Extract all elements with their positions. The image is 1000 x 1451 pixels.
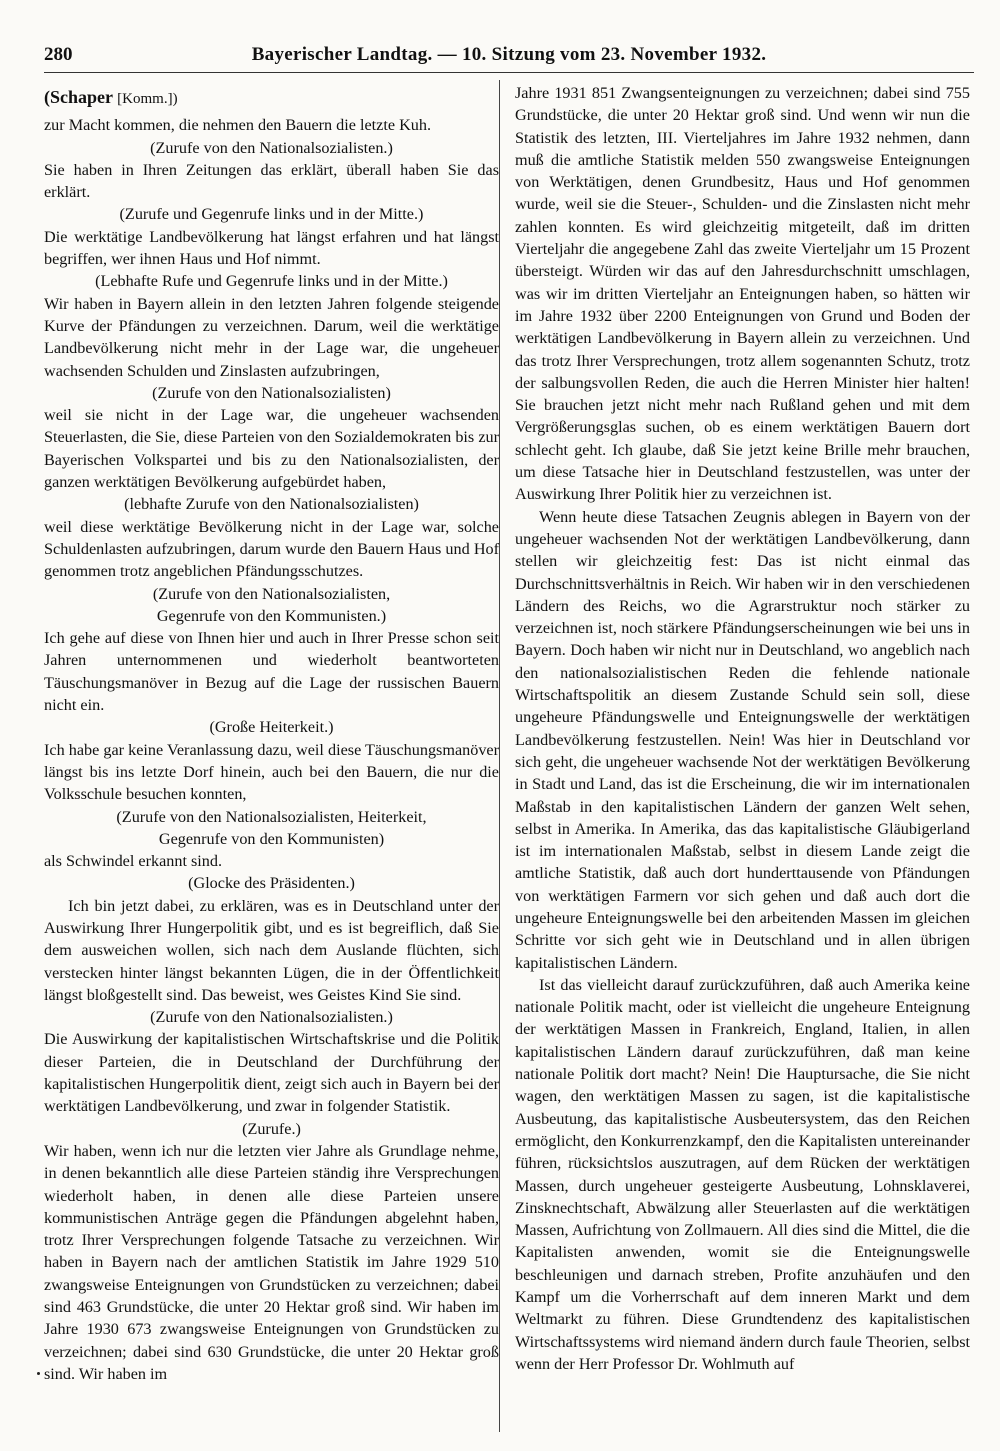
paragraph: Jahre 1931 851 Zwangsenteignungen zu verzeichnen; dabei sind 755 Grundstücke, die unter 20 Hektar groß sind. Und wenn wir nun die Statistik des letzten, III. Vierteljahres im Jahre 1932 nehmen, dann muß die amtliche Statistik melden 550 zwangsweise Enteignungen von Werktätigen, denen Grundbesitz, Haus und Hof genommen wurde, weil sie die Steuer-, Schulden- und die Zinslasten nicht mehr zahlen konnten. Es wird gleichzeitig mitgeteilt, daß im dritten Vierteljahr die angegebene Zahl das zweite Vierteljahr um 15 Prozent übersteigt. Würden wir das auf den Jahresdurchschnitt umschlagen, was wir im dritten Vierteljahr an Enteignungen haben, so hätten wir im Jahre 1932 über 2200 Enteignungen von Grund und Boden der werktätigen Landbevölkerung in Bayern allein zu verzeichnen. Und das trotz Ihrer Versprechungen, trotz allem sogenannten Schutz, trotz der salbungsvollen Reden, die auch die Herren Minister hier halten! Sie brauchen jetzt nicht mehr nach Rußland gehen und mit dem Vergrößerungsglas suchen, ob es einem werktätigen Bauern dort schlecht geht. Ich glaube, daß Sie jetzt keine Brille mehr brauchen, um diese Tatsache hier in Deutschland festzustellen, was unter der Auswirkung Ihrer Politik hier zu verzeichnen ist. [515,84,970,504]
paragraph: weil sie nicht in der Lage war, die ungeheuer wachsenden Steuerlasten, die Sie, diese Parteien von den Sozialdemokraten bis zur Bayerischen Volkspartei und bis zu den Nationalsozialisten, der ganzen werktätigen Bevölkerung aufgebürdet haben, [44,406,499,492]
print-speck [37,1372,40,1375]
interjection: (Zurufe von den Nationalsozialisten, [152,584,391,603]
paragraph: als Schwindel erkannt sind. [44,852,223,871]
paragraph: weil diese werktätige Bevölkerung nicht in der Lage war, solche Schuldenlasten aufzubringen, darum wurde den Bauern Haus und Hof genommen trotz angeblichen Pfändungsschutzes. [44,517,499,581]
interjection: (Zurufe von den Nationalsozialisten) [152,383,391,402]
interjection: (Zurufe von den Nationalsozialisten.) [150,1008,393,1027]
paragraph: Wir haben in Bayern allein in den letzten Jahren folgende steigende Kurve der Pfändungen zu verzeichnen. Darum, weil die werktätige Landbevölkerung nicht mehr in der Lage war, die ungeheuer wachsenden Schulden und Zinslasten aufzubringen, [44,294,499,380]
interjection: (Zurufe.) [242,1119,301,1138]
paragraph: Die Auswirkung der kapitalistischen Wirtschaftskrise und die Politik dieser Parteien, die in Deutschland der Durchführung der kapitalistischen Hungerpolitik dient, zeigt sich auch in Bayern bei der werktätigen Landbevölkerung, und zwar in folgender Statistik. [44,1030,499,1116]
speaker-name: (Schaper [44,87,113,107]
interjection: (Große Heiterkeit.) [209,718,334,737]
paragraph: Die werktätige Landbevölkerung hat längst erfahren und hat längst begriffen, wer ihnen Haus und Hof nimmt. [44,227,499,269]
paragraph: Ich bin jetzt dabei, zu erklären, was es in Deutschland unter der Auswirkung Ihrer Hungerpolitik gibt, und es ist begreiflich, daß Sie dem ausweichen wollen, sich nach dem Auslande flüchten, sich verstecken hinter längst bekannten Lügen, die in der Öffentlichkeit längst bloßgestellt sind. Das beweist, wes Geistes Kind Sie sind. [44,896,499,1004]
interjection: (Zurufe und Gegenrufe links und in der Mitte.) [119,205,424,224]
interjection: Gegenrufe von den Kommunisten) [158,829,385,848]
interjection: Gegenrufe von den Kommunisten.) [156,606,387,625]
speaker-party: [Komm.]) [117,91,178,107]
page-number: 280 [44,44,73,65]
paragraph: Ich gehe auf diese von Ihnen hier und auch in Ihrer Presse schon seit Jahren unternommenen und wiederholt beantworteten Täuschungsmanöver in Bezug auf die Lage der russischen Bauern nicht ein. [44,629,499,715]
paragraph: Ich habe gar keine Veranlassung dazu, weil diese Täuschungsmanöver längst bis ins letzte Dorf hinein, auch bei den Bauern, die nur die Volksschule besuchen konnten, [44,740,499,804]
column-divider [499,80,500,1432]
interjection: (Glocke des Präsidenten.) [188,874,355,893]
paragraph: Sie haben in Ihren Zeitungen das erklärt, überall haben Sie das erklärt. [44,160,499,202]
interjection: (lebhafte Zurufe von den Nationalsozialisten) [124,495,419,514]
paragraph: Ist das vielleicht darauf zurückzuführen, daß auch Amerika keine nationale Politik macht, oder ist vielleicht die ungeheure Enteignung der werktätigen Massen in Frankreich, England, Italien, in allen kapitalistischen Ländern darauf zurückzuführen, daß man keine nationale Politik dort macht? Nein! Die Hauptursache, die Sie nicht wagen, den werktätigen Massen zu sagen, ist die kapitalistische Ausbeutung, das kapitalistische Ausbeutersystem, das den Reichen ermöglicht, den Konkurrenzkampf, den die Kapitalisten untereinander führen, rücksichtslos auszutragen, auf dem Rücken der werktätigen Massen, durch ungeheuer gesteigerte Ausbeutung, Lohnsklaverei, Zinsknechtschaft, Abwälzung aller Steuerlasten auf die werktätigen Massen, Aufrichtung von Zollmauern. All dies sind die Mittel, die die Kapitalisten anwenden, womit sie die Enteignungswelle beschleunigen und darnach streben, Profite anzuhäufen und den Kampf um die Vorherrschaft auf dem inneren Markt und dem Weltmarkt zu führen. Diese Grundtendenz des kapitalistischen Wirtschaftssystems wird niemand ändern durch faule Theorien, selbst wenn der Herr Professor Dr. Wohlmuth auf [515,975,970,1373]
page-header [44,44,974,72]
speaker-label [44,86,499,110]
interjection: (Lebhafte Rufe und Gegenrufe links und in der Mitte.) [95,272,448,291]
paragraph: Wir haben, wenn ich nur die letzten vier Jahre als Grundlage nehme, in denen bekanntlich alle diese Parteien ständig ihre Versprechungen wiederholt haben, in denen alle diese Parteien unsere kommunistischen Anträge gegen die Pfändungen abgelehnt haben, trotz Ihrer Versprechungen folgende Tatsache zu verzeichnen. Wir haben in Bayern nach der amtlichen Statistik im Jahre 1929 510 zwangsweise Enteignungen von Grundstücken zu verzeichnen; dabei sind 463 Grundstücke, die unter 20 Hektar groß sind. Wir haben im Jahre 1930 673 zwangsweise Enteignungen von Grundstücken zu verzeichnen; dabei sind 630 Grundstücke, die unter 20 Hektar groß sind. Wir haben im [44,1141,499,1383]
header-rule [44,72,974,73]
paragraph: zur Macht kommen, die nehmen den Bauern die letzte Kuh. [44,116,432,135]
paragraph: Wenn heute diese Tatsachen Zeugnis ablegen in Bayern von der ungeheuer wachsenden Not der werktätigen Landbevölkerung, dann stellen wir gleichzeitig fest: Das ist nicht einmal das Durchschnittsverhältnis in Reich. Wir haben wir in den verschiedenen Ländern des Reichs, wo die Agrarstruktur noch stärker zu verzeichnen ist, noch stärkere Pfändungserscheinungen wie bei uns in Bayern. Doch haben wir nicht nur in Deutschland, wo angeblich nach den nationalsozialistischen Reden die fehlende nationale Wirtschaftspolitik an diesem Zustande Schuld sein soll, diese ungeheure Pfändungswelle und Enteignungswelle der werktätigen Landbevölkerung festzustellen. Nein! Was hier in Deutschland vor sich geht, die ungeheuer wachsende Not der werktätigen Bevölkerung in Stadt und Land, das ist die Erscheinung, die wir im internationalen Maßstab in den kapitalistischen Ländern der ganzen Welt sehen, selbst in Amerika. In Amerika, das das kapitalistische Gläubigerland ist im internationalen Maßstab, selbst in diesem Lande zeigt die amtliche Statistik, daß auch dort hunderttausende von Pfändungen von werktätigen Farmern vor sich gehen und daß auch dort die ungeheure Enteignungswelle bei den arbeitenden Massen im gleichen Schritte vor sich geht wie in Deutschland und in allen übrigen kapitalistischen Ländern. [515,507,970,972]
running-title: Bayerischer Landtag. — 10. Sitzung vom 23. November 1932. [251,44,767,65]
interjection: (Zurufe von den Nationalsozialisten, Heiterkeit, [116,807,427,826]
interjection: (Zurufe von den Nationalsozialisten.) [150,138,393,157]
left-column [44,82,499,1385]
right-column [515,82,970,1375]
